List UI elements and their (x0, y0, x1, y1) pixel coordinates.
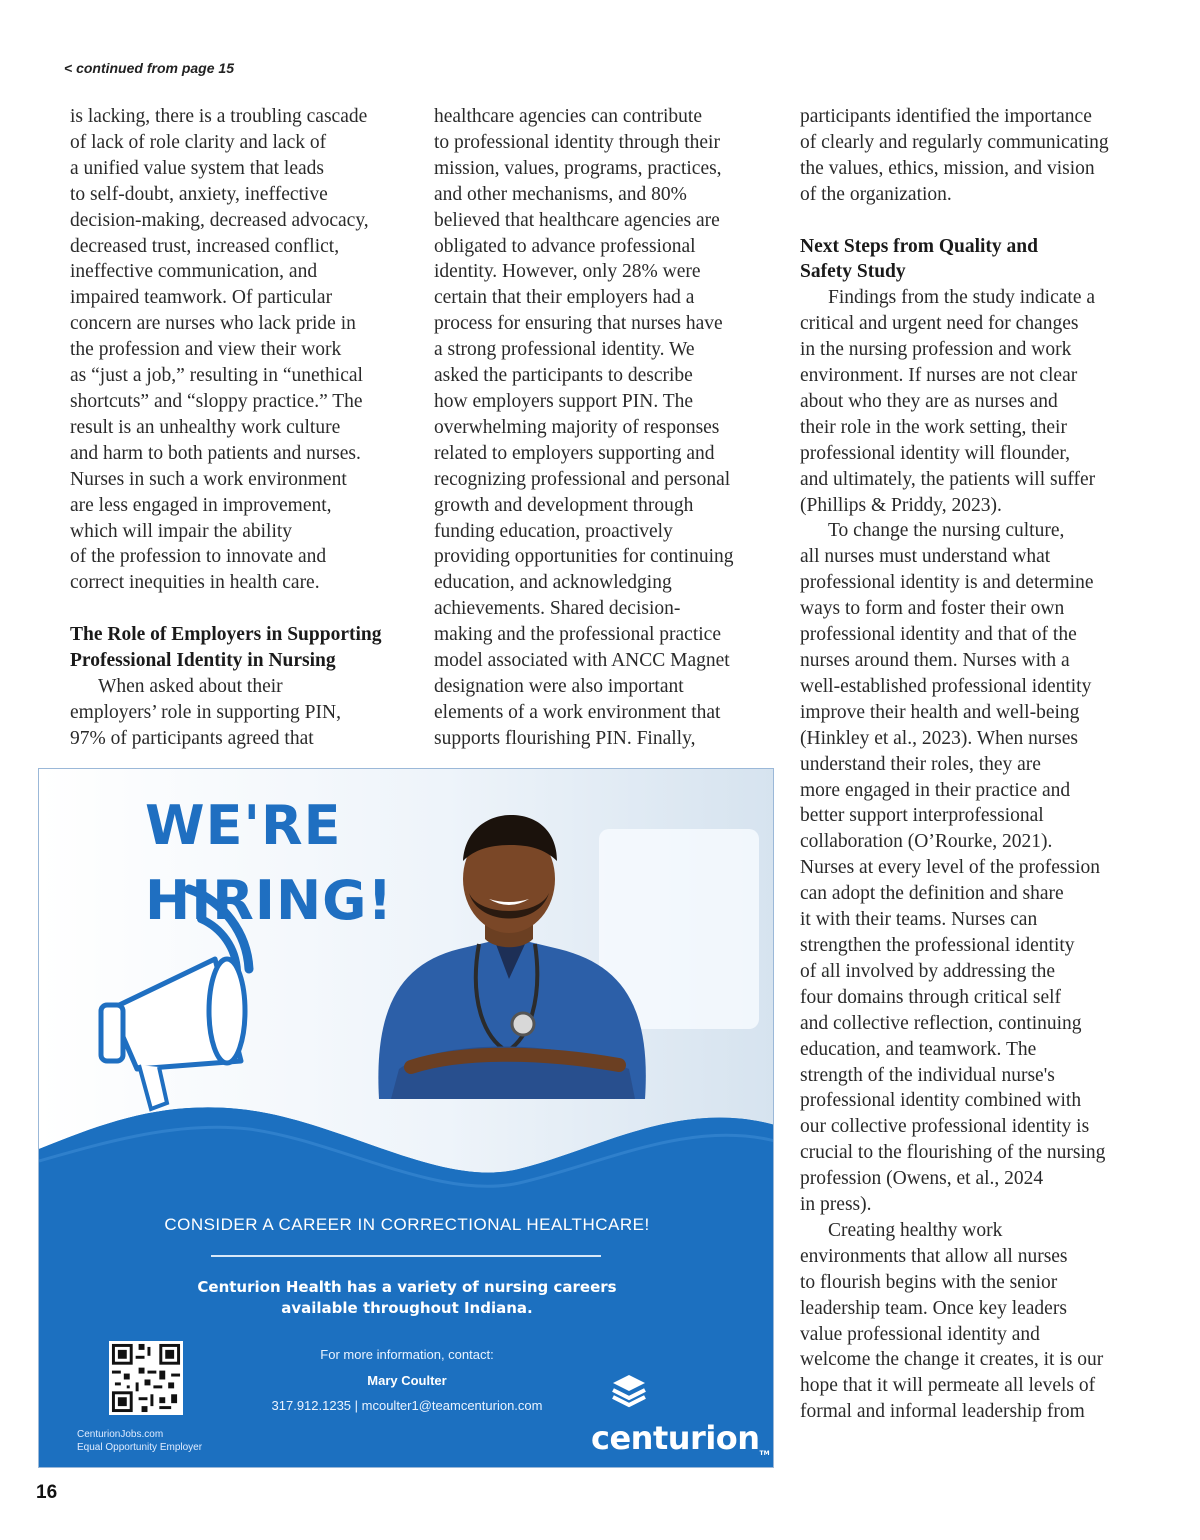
text-line: Next Steps from Quality and (800, 235, 1038, 257)
text-line: When asked about their (98, 675, 283, 697)
text-line: education, and teamwork. The (800, 1038, 1037, 1060)
ad-headline-line-1: WE'RE (145, 794, 342, 857)
text-line: collaboration (O’Rourke, 2021). (800, 831, 1053, 853)
text-line: designation were also important (434, 675, 684, 697)
text-line: understand their roles, they are (800, 753, 1041, 775)
text-line: a unified value system that leads (70, 157, 324, 179)
ad-headline-line-2: HIRING! (145, 869, 394, 932)
column-3-para-2 (800, 518, 1145, 1217)
text-line: professional identity is and determine (800, 572, 1094, 594)
text-line: growth and development through (434, 494, 694, 516)
text-line: professional identity and that of the (800, 624, 1077, 646)
text-line: participants identified the importance (800, 106, 1092, 127)
text-line: the values, ethics, mission, and vision (800, 157, 1095, 179)
article-column-1 (70, 104, 410, 752)
text-line: formal and informal leadership from (800, 1401, 1085, 1423)
text-line: hope that it will permeate all levels of (800, 1375, 1096, 1397)
text-line: overwhelming majority of responses (434, 416, 720, 438)
brand-trademark: TM (759, 1450, 770, 1457)
text-line: of clearly and regularly communicating (800, 131, 1109, 153)
text-line: asked the participants to describe (434, 365, 693, 387)
section-heading-employers (70, 622, 410, 674)
text-line: profession (Owens, et al., 2024 (800, 1168, 1044, 1190)
text-line: which will impair the ability (70, 520, 293, 542)
ad-website[interactable]: CenturionJobs.com (77, 1429, 164, 1440)
text-line: supports flourishing PIN. Finally, (434, 727, 696, 749)
qr-code-icon[interactable] (109, 1341, 183, 1415)
text-line: how employers support PIN. The (434, 390, 694, 412)
text-line: related to employers supporting and (434, 442, 715, 464)
section-heading-next-steps (800, 234, 1145, 286)
text-line: are less engaged in improvement, (70, 494, 332, 516)
ad-lead-text (39, 1277, 774, 1319)
text-line: four domains through critical self (800, 986, 1062, 1008)
text-line: as “just a job,” resulting in “unethical (70, 365, 363, 387)
column-3-body (800, 104, 1145, 208)
column-3-para-3 (800, 1218, 1145, 1425)
text-line: crucial to the flourishing of the nursing (800, 1142, 1106, 1164)
brand-name: centurion (591, 1419, 760, 1457)
column-3-para-1 (800, 285, 1145, 518)
text-line: improve their health and well-being (800, 701, 1080, 723)
column-2-body (434, 104, 779, 752)
text-line: in the nursing profession and work (800, 339, 1072, 361)
text-line: obligated to advance professional (434, 235, 696, 257)
text-line: identity. However, only 28% were (434, 261, 701, 283)
text-line: correct inequities in health care. (70, 572, 320, 594)
text-line: healthcare agencies can contribute (434, 106, 702, 127)
text-line: and harm to both patients and nurses. (70, 442, 361, 464)
text-line: shortcuts” and “sloppy practice.” The (70, 390, 363, 412)
text-line: recognizing professional and personal (434, 468, 731, 490)
text-line: professional identity will flounder, (800, 442, 1071, 464)
text-line: more engaged in their practice and (800, 779, 1071, 801)
ad-contact-line[interactable]: 317.912.1235 | mcoulter1@teamcenturion.com (271, 1398, 543, 1413)
ad-contact-name: Mary Coulter (367, 1373, 447, 1388)
text-line: Nurses at every level of the profession (800, 857, 1100, 879)
text-line: and other mechanisms, and 80% (434, 183, 687, 205)
ad-info-label: For more information, contact: (320, 1347, 494, 1362)
text-line: of the profession to innovate and (70, 546, 327, 568)
text-line: result is an unhealthy work culture (70, 416, 341, 438)
text-line: (Phillips & Priddy, 2023). (800, 494, 1002, 516)
centurion-wordmark (591, 1419, 770, 1457)
text-line: Professional Identity in Nursing (70, 650, 336, 672)
text-line: is lacking, there is a troubling cascade (70, 106, 368, 127)
column-1-body-2 (70, 674, 410, 752)
text-line: welcome the change it creates, it is our (800, 1349, 1104, 1371)
text-line: education, and acknowledging (434, 572, 672, 594)
text-line: process for ensuring that nurses have (434, 313, 723, 335)
text-line: leadership team. Once key leaders (800, 1297, 1067, 1319)
text-line: The Role of Employers in Supporting (70, 624, 382, 646)
text-line: and ultimately, the patients will suffer (800, 468, 1096, 490)
text-line: and collective reflection, continuing (800, 1012, 1082, 1034)
continued-from-note: < continued from page 15 (64, 60, 234, 76)
article-column-3 (800, 104, 1145, 1425)
column-1-body (70, 104, 410, 596)
text-line: better support interprofessional (800, 805, 1044, 827)
text-line: making and the professional practice (434, 624, 721, 646)
text-line: achievements. Shared decision- (434, 598, 681, 620)
centurion-logo-icon (609, 1369, 649, 1409)
text-line: model associated with ANCC Magnet (434, 650, 730, 672)
text-line: mission, values, programs, practices, (434, 157, 722, 179)
page-number: 16 (36, 1482, 58, 1503)
text-line: funding education, proactively (434, 520, 673, 542)
text-line: professional identity combined with (800, 1090, 1082, 1112)
article-column-2 (434, 104, 779, 752)
ad-lead-line-1: Centurion Health has a variety of nursing careers (197, 1278, 617, 1296)
ad-tagline: CONSIDER A CAREER IN CORRECTIONAL HEALTHCARE! (164, 1215, 650, 1234)
text-line: nurses around them. Nurses with a (800, 650, 1070, 672)
text-line: about who they are as nurses and (800, 390, 1058, 412)
text-line: to flourish begins with the senior (800, 1271, 1058, 1293)
text-line: Creating healthy work (828, 1219, 1003, 1241)
text-line: providing opportunities for continuing (434, 546, 734, 568)
ad-eoe-note: Equal Opportunity Employer (77, 1442, 203, 1453)
text-line: of the organization. (800, 183, 952, 205)
text-line: value professional identity and (800, 1323, 1040, 1345)
text-line: well-established professional identity (800, 675, 1092, 697)
text-line: decreased trust, increased conflict, (70, 235, 340, 257)
text-line: environment. If nurses are not clear (800, 365, 1078, 387)
text-line: (Hinkley et al., 2023). When nurses (800, 727, 1078, 749)
text-line: can adopt the definition and share (800, 883, 1064, 905)
text-line: the profession and view their work (70, 339, 342, 361)
text-line: certain that their employers had a (434, 287, 695, 309)
text-line: strengthen the professional identity (800, 934, 1075, 956)
text-line: ineffective communication, and (70, 261, 318, 283)
text-line: Safety Study (800, 261, 906, 283)
text-line: concern are nurses who lack pride in (70, 313, 356, 335)
text-line: critical and urgent need for changes (800, 313, 1079, 335)
text-line: to self-doubt, anxiety, ineffective (70, 183, 328, 205)
text-line: decision-making, decreased advocacy, (70, 209, 369, 231)
text-line: to professional identity through their (434, 131, 720, 153)
text-line: our collective professional identity is (800, 1116, 1090, 1138)
text-line: To change the nursing culture, (828, 520, 1065, 542)
text-line: believed that healthcare agencies are (434, 209, 720, 231)
text-line: ways to form and foster their own (800, 598, 1065, 620)
text-line: of all involved by addressing the (800, 960, 1056, 982)
text-line: employers’ role in supporting PIN, (70, 701, 341, 723)
text-line: it with their teams. Nurses can (800, 909, 1038, 931)
text-line: 97% of participants agreed that (70, 727, 314, 749)
text-line: of lack of role clarity and lack of (70, 131, 327, 153)
ad-lead-line-2: available throughout Indiana. (281, 1299, 533, 1317)
text-line: strength of the individual nurse's (800, 1064, 1055, 1086)
ad-divider (211, 1255, 601, 1257)
text-line: Findings from the study indicate a (828, 287, 1096, 309)
text-line: impaired teamwork. Of particular (70, 287, 333, 309)
text-line: in press). (800, 1194, 872, 1216)
text-line: their role in the work setting, their (800, 416, 1067, 438)
text-line: environments that allow all nurses (800, 1245, 1068, 1267)
text-line: a strong professional identity. We (434, 339, 695, 361)
text-line: Nurses in such a work environment (70, 468, 347, 490)
text-line: elements of a work environment that (434, 701, 721, 723)
hiring-advertisement[interactable] (38, 768, 774, 1468)
text-line: all nurses must understand what (800, 546, 1051, 568)
